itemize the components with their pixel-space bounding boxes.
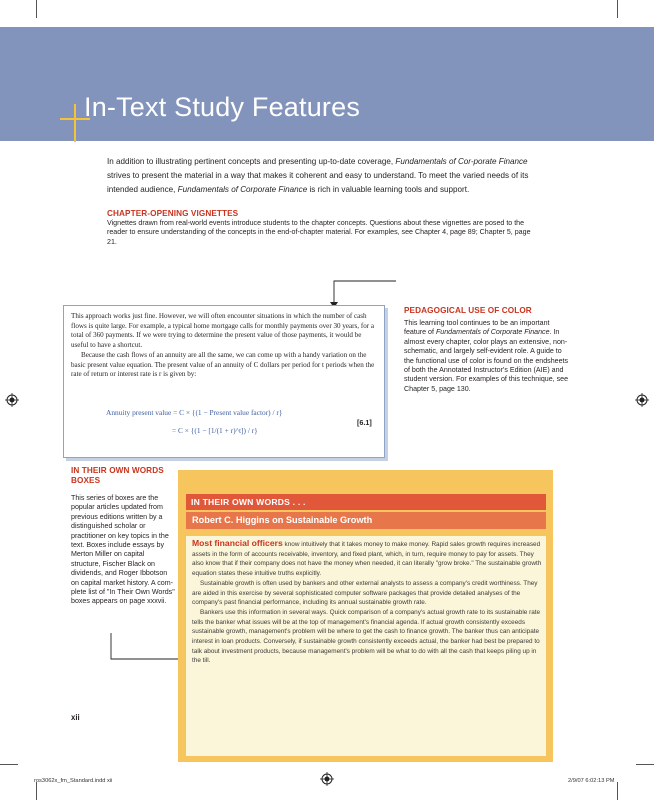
page-number: xii	[71, 713, 80, 722]
excerpt-text	[71, 312, 376, 380]
excerpt-paragraph: This approach works just fine. However, we will often encounter situations in which the number of cash flows is quite large. For example, a typical home mortgage calls for monthly payments over 30 years, for a total of 360 payments. If we were trying to determine the present value of those payments, it would be useful to have a shortcut.	[71, 312, 375, 350]
crop-mark	[617, 782, 618, 800]
equation-line: = C × {(1 − [1/(1 + r)^t]) / r}	[172, 426, 258, 435]
registration-mark-icon	[635, 393, 649, 407]
timestamp-slug: 2/9/07 6:02:13 PM	[568, 778, 615, 784]
crop-mark	[617, 0, 618, 18]
crop-mark	[636, 764, 654, 765]
book-title: Fundamentals of Corporate Finance	[435, 328, 550, 337]
box-lead-in: Most financial officers	[192, 538, 283, 548]
crop-mark	[0, 764, 18, 765]
vignettes-heading: CHAPTER-OPENING VIGNETTES	[107, 209, 239, 218]
own-words-heading: IN THEIR OWN WORDS BOXES	[71, 466, 164, 485]
excerpt-paragraph: Because the cash flows of an annuity are all the same, we can come up with a handy variation on the basic present value equation. The present value of an annuity of C dollars per period for t periods when the rate of return or interest rate is r is given by:	[71, 350, 375, 379]
box-text	[192, 539, 542, 666]
page-title: In-Text Study Features	[84, 92, 361, 122]
box-banner: IN THEIR OWN WORDS . . .	[186, 494, 546, 510]
book-title: Fundamentals of Corporate Finance	[177, 185, 308, 194]
own-words-body: This series of boxes are the popular articles updated from previous editions written by a distinguished scholar or practitioner on key topics in the text. Boxes include essays by Merton Miller on capital structure, Fischer Black on dividends, and Roger Ibbotson on capital market history. A com-plete list of "In Their Own Words" boxes appears on page xxxvii.	[71, 494, 175, 606]
vignettes-body: Vignettes drawn from real-world events introduce students to the chapter concepts. Questions about these vignettes are posed to the reader to ensure understanding of the concepts in the end-of-chapter material. For examples, see Chapter 4, page 89; Chapter 5, page 21.	[107, 219, 531, 246]
color-text: . In almost every chapter, color plays an extensive, non-schematic, and largely self-evident role. A guide to the functional use of color is found on the endsheets of both the Annotated Instructor's Edition (AIE) and student version. For examples of this technique, see Chapter 5, page 130.	[404, 328, 569, 393]
color-text: This learning tool continues to be an important feature of	[404, 319, 550, 337]
box-paragraph: Bankers use this information in several ways. Quick comparison of a company's actual growth rate to its sustainable rate tells the banker what issues will be at the top of management's financial agenda. If actual growth consistently exceeds sustainable growth, management's problem will be where to get the cash to finance growth. The banker thus can anticipate interest in loan products. Conversely, if sustainable growth consistently exceeds actual, the banker had best be prepared to talk about investment products, because management's problem will be what to do with all the cash that keeps piling up in the till.	[192, 608, 541, 665]
color-body	[404, 319, 572, 394]
intro-text: is rich in valuable learning tools and support.	[307, 185, 470, 194]
header-banner	[0, 27, 654, 141]
box-paragraph: know intuitively that it takes money to make money. Rapid sales growth requires increased assets in the form of accounts receivable, inventory, and fixed plant, which, in turn, require money to pay for assets. They also know that if their company does not have the money when needed, it can literally "grow broke." The sustainable growth equation states these intuitive truths explicitly.	[192, 541, 542, 578]
box-paragraph: Sustainable growth is often used by bankers and other external analysts to assess a company's credit worthiness. They are aided in this exercise by several sophisticated computer software packages that provide detailed analyses of the company's past financial performance, including its annual sustainable growth rate.	[192, 579, 538, 607]
intro-paragraph	[107, 155, 541, 197]
box-subtitle: Robert C. Higgins on Sustainable Growth	[186, 512, 546, 529]
crop-mark	[36, 0, 37, 18]
accent-rule	[74, 104, 76, 142]
intro-text: strives to present the material in a way that makes it coherent and easy to understand. To meet the varied needs of its intended audience,	[107, 171, 529, 194]
equation-number: [6.1]	[357, 418, 372, 427]
intro-text: In addition to illustrating pertinent concepts and presenting up-to-date coverage,	[107, 157, 396, 166]
crop-mark	[36, 782, 37, 800]
color-heading: PEDAGOGICAL USE OF COLOR	[404, 306, 532, 315]
registration-mark-icon	[320, 772, 334, 786]
book-title: Fundamentals of Cor-porate Finance	[395, 157, 528, 166]
registration-mark-icon	[5, 393, 19, 407]
equation-line: Annuity present value = C × {(1 − Present value factor) / r}	[106, 408, 283, 417]
sample-text-excerpt	[63, 305, 385, 458]
file-slug: ros3062x_fm_Standard.indd xii	[34, 778, 113, 784]
